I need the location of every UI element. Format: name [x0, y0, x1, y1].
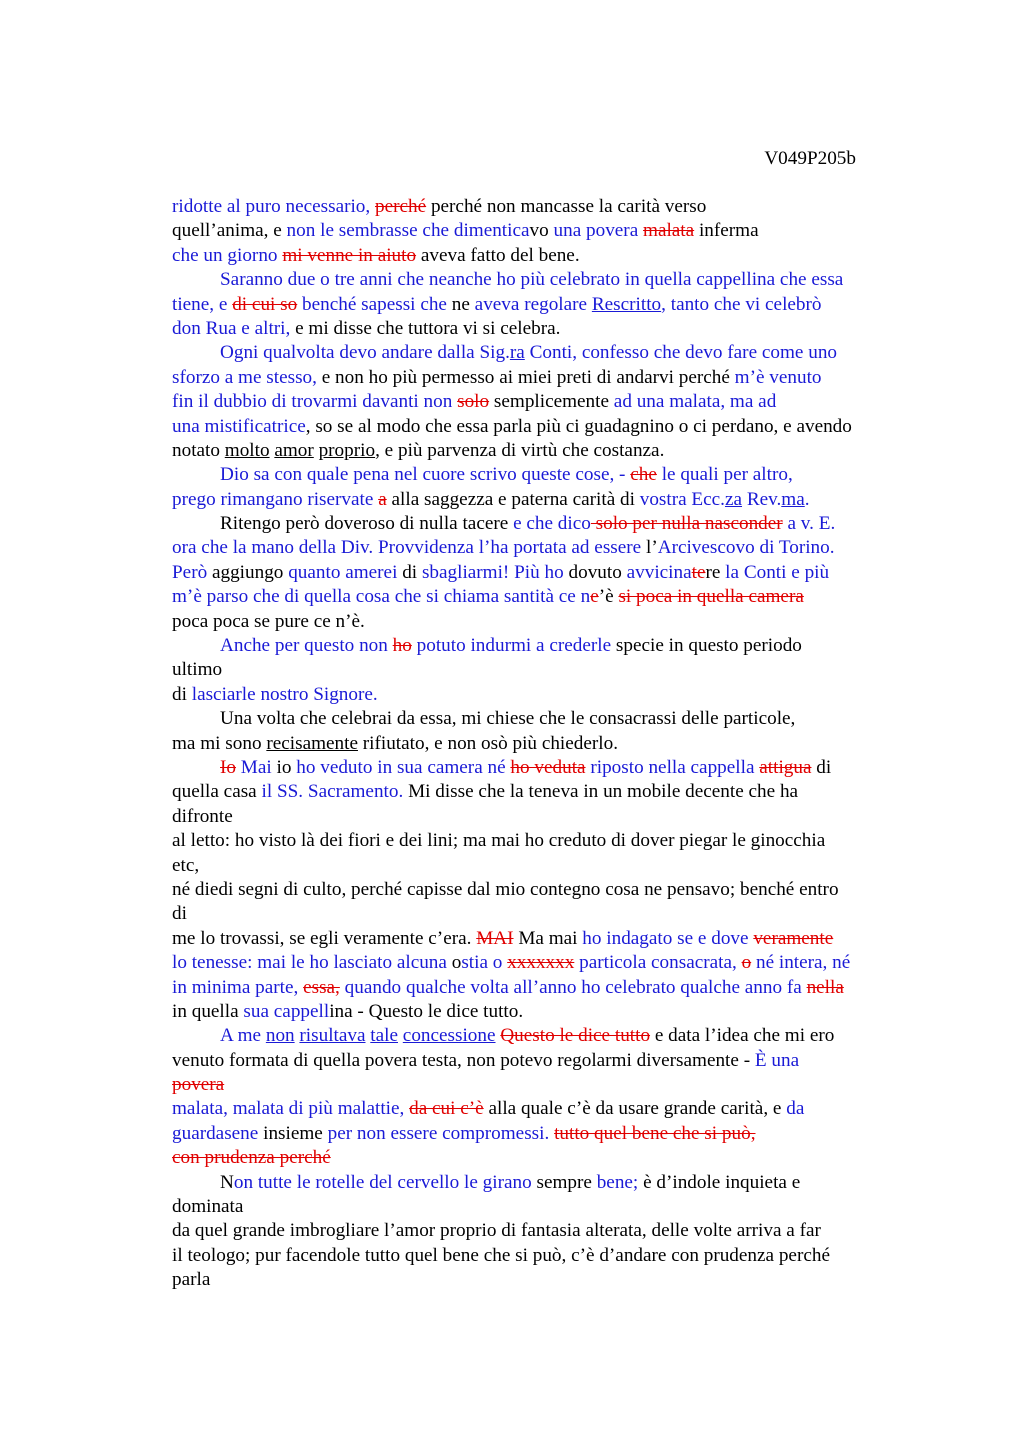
- text-segment: ina - Questo le dice tutto.: [329, 1000, 524, 1022]
- text-segment: specie in questo periodo: [611, 635, 802, 657]
- inserted-text: fin il dubbio di trovarmi davanti non: [172, 391, 458, 413]
- text-segment: in quella: [172, 1000, 244, 1022]
- text-line: [172, 780, 912, 804]
- inserted-text: sforzo a me stesso,: [172, 366, 317, 388]
- text-segment: dominata: [172, 1196, 244, 1218]
- text-line: [172, 195, 912, 219]
- inserted-text: ora che la mano della Div. Provvidenza l’ha portata ad essere: [172, 537, 646, 559]
- text-line: [172, 1049, 912, 1073]
- text-segment: vo: [529, 220, 554, 242]
- text-segment: , e più parvenza di virtù che costanza.: [375, 439, 665, 461]
- inserted-text: da: [786, 1098, 805, 1120]
- inserted-text: tale: [370, 1025, 398, 1047]
- text-segment: io: [276, 756, 297, 778]
- inserted-text: Dio sa con quale pena nel cuore scrivo queste cose, -: [220, 464, 631, 486]
- text-line: [172, 1268, 912, 1292]
- text-segment: aggiungo: [207, 561, 289, 583]
- text-segment: di: [397, 561, 422, 583]
- text-line: [172, 927, 912, 951]
- inserted-text: aveva regolare: [474, 293, 592, 315]
- deleted-text: essa,: [303, 976, 340, 998]
- inserted-text: , tanto che vi celebrò: [661, 293, 822, 315]
- underlined-text: amor: [274, 439, 314, 461]
- inserted-text: il SS. Sacramento.: [261, 781, 404, 803]
- inserted-text: concessione: [402, 1025, 496, 1047]
- deleted-text: perché: [375, 196, 427, 217]
- text-segment: parla: [172, 1269, 211, 1291]
- text-segment: aveva fatto del bene.: [416, 244, 580, 266]
- deleted-text: e: [590, 586, 599, 608]
- inserted-text: le quali per altro,: [656, 464, 793, 486]
- inserted-text: ho indagato se e dove: [582, 927, 754, 949]
- text-line: [172, 1171, 912, 1195]
- deleted-text: MAI: [476, 927, 514, 949]
- text-segment: me lo trovassi, se egli veramente c’era.: [172, 927, 477, 949]
- underlined-text: recisamente: [266, 732, 358, 754]
- text-line: [172, 683, 912, 707]
- inserted-text: bene;: [596, 1171, 639, 1193]
- inserted-text: la Conti e più: [725, 561, 830, 583]
- deleted-text: Io: [220, 756, 236, 778]
- text-segment: al letto: ho visto là dei fiori e dei lini; ma mai ho creduto di dover piegar le ginocchia: [172, 830, 826, 852]
- text-line: [172, 1024, 912, 1048]
- deleted-text: te: [691, 561, 706, 583]
- text-segment: Ma mai: [513, 927, 583, 949]
- text-line: [172, 1122, 912, 1146]
- inserted-text: non: [265, 1025, 295, 1047]
- inserted-text: Arcivescovo di Torino.: [657, 537, 835, 559]
- text-line: [172, 634, 912, 658]
- text-segment: e mi disse che tuttora vi si celebra.: [290, 317, 561, 339]
- inserted-text: Anche per questo non: [220, 635, 393, 657]
- text-line: [172, 829, 912, 853]
- inserted-text: non le sembrasse che dimentica: [286, 220, 530, 242]
- text-line: [172, 1195, 912, 1219]
- text-line: [172, 1000, 912, 1024]
- text-line: [172, 268, 912, 292]
- inserted-text: che un giorno: [172, 244, 283, 266]
- inserted-text: in minima parte,: [172, 976, 304, 998]
- inserted-text: una povera: [553, 220, 644, 242]
- deleted-text: o: [741, 952, 752, 974]
- text-segment: da quel grande imbrogliare l’amor proprio di fantasia alterata, delle volte arriva a far: [172, 1220, 821, 1242]
- inserted-text: una mistificatrice: [172, 415, 306, 437]
- text-segment: N: [220, 1171, 234, 1193]
- text-segment: ’è: [598, 586, 619, 608]
- deleted-text: di cui so: [232, 293, 298, 315]
- text-segment: difronte: [172, 805, 233, 827]
- text-segment: Ritengo però doveroso di nulla tacere: [220, 513, 514, 535]
- text-segment: poca poca se pure ce n’è.: [172, 610, 365, 632]
- text-segment: ne: [446, 293, 475, 315]
- deleted-text: tutto quel bene che si può,: [554, 1122, 756, 1144]
- text-segment: perché non mancasse la carità verso: [426, 196, 707, 217]
- inserted-text: Mai: [235, 756, 277, 778]
- text-line: [172, 512, 912, 536]
- inserted-text: Ogni qualvolta devo andare dalla Sig.: [220, 342, 510, 364]
- text-segment: è d’indole inquieta e: [638, 1171, 801, 1193]
- deleted-text: nella: [806, 976, 844, 998]
- text-line: [172, 805, 912, 829]
- text-segment: Una volta che celebrai da essa, mi chiese che le consacrassi delle particole,: [220, 708, 796, 730]
- text-segment: notato: [172, 439, 225, 461]
- inserted-text: ho veduto in sua camera né: [296, 756, 511, 778]
- underlined-text: proprio: [318, 439, 376, 461]
- inserted-text: m’è venuto: [734, 366, 822, 388]
- text-segment: alla quale c’è da usare grande carità, e: [483, 1098, 787, 1120]
- document-body: [172, 195, 912, 1293]
- text-segment: e data l’idea che mi ero: [650, 1025, 835, 1047]
- text-line: [172, 366, 912, 390]
- text-segment: , so se al modo che essa parla più ci guadagnino o ci perdano, e avendo: [305, 415, 852, 437]
- text-line: [172, 415, 912, 439]
- deleted-text: veramente: [753, 927, 834, 949]
- inserted-text: particola consacrata,: [574, 952, 742, 974]
- text-line: [172, 878, 912, 902]
- deleted-text: ho: [392, 635, 412, 657]
- text-segment: ma mi sono: [172, 732, 267, 754]
- deleted-text: a: [378, 488, 387, 510]
- deleted-text: con prudenza perché: [172, 1147, 331, 1169]
- deleted-text: che: [630, 464, 657, 486]
- text-line: [172, 585, 912, 609]
- text-line: [172, 1244, 912, 1268]
- text-segment: e non ho più permesso ai miei preti di andarvi perché: [316, 366, 735, 388]
- inserted-text: Però: [172, 561, 208, 583]
- text-line: [172, 244, 912, 268]
- text-segment: né diedi segni di culto, perché capisse dal mio contegno cosa ne pensavo; benché entro: [172, 878, 839, 900]
- inserted-text: Conti, confesso che devo fare come uno: [524, 342, 838, 364]
- inserted-text: ma: [781, 488, 805, 510]
- text-line: [172, 976, 912, 1000]
- inserted-text: È una: [754, 1049, 800, 1071]
- inserted-text: Rev.: [742, 488, 782, 510]
- text-line: [172, 463, 912, 487]
- underlined-text: molto: [224, 439, 270, 461]
- text-segment: ultimo: [172, 659, 223, 681]
- text-line: [172, 341, 912, 365]
- inserted-text: risultava: [299, 1025, 366, 1047]
- page-identifier: V049P205b: [764, 148, 856, 169]
- inserted-text: per non essere compromessi.: [327, 1122, 550, 1144]
- text-segment: etc,: [172, 854, 200, 876]
- text-line: [172, 488, 912, 512]
- inserted-text: on tutte le rotelle del cervello le girano: [233, 1171, 532, 1193]
- inserted-text: Saranno due o tre anni che neanche ho più celebrato in quella cappellina che essa: [220, 269, 844, 291]
- inserted-text: vostra Ecc.: [639, 488, 725, 510]
- text-line: [172, 390, 912, 414]
- inserted-text: ridotte al puro necessario,: [172, 196, 375, 217]
- text-line: [172, 707, 912, 731]
- text-line: [172, 902, 912, 926]
- text-segment: rifiutato, e non osò più chiederlo.: [357, 732, 619, 754]
- inserted-text: m’è parso che di quella cosa che si chiama santità ce n: [172, 586, 591, 608]
- deleted-text: xxxxxxx: [507, 952, 575, 974]
- text-line: [172, 1073, 912, 1097]
- text-segment: semplicemente: [489, 391, 614, 413]
- deleted-text: povera: [172, 1074, 225, 1096]
- text-segment: di: [172, 903, 187, 925]
- inserted-text: stia o: [461, 952, 508, 974]
- inserted-text: Rescritto: [591, 293, 662, 315]
- text-segment: l’: [645, 537, 658, 559]
- text-line: [172, 732, 912, 756]
- text-line: [172, 951, 912, 975]
- inserted-text: malata, malata di più malattie,: [172, 1098, 410, 1120]
- text-line: [172, 293, 912, 317]
- text-line: [172, 317, 912, 341]
- text-line: [172, 439, 912, 463]
- text-line: [172, 1146, 912, 1170]
- inserted-text: prego rimangano riservate: [172, 488, 379, 510]
- text-line: [172, 756, 912, 780]
- text-line: [172, 854, 912, 878]
- text-segment: insieme: [258, 1122, 328, 1144]
- inserted-text: za: [724, 488, 743, 510]
- inserted-text: e che dico: [513, 513, 591, 535]
- text-line: [172, 1219, 912, 1243]
- deleted-text: mi venne in aiuto: [282, 244, 417, 266]
- inserted-text: don Rua e altri,: [172, 317, 291, 339]
- inserted-text: potuto indurmi a crederle: [411, 635, 612, 657]
- inserted-text: né intera, né: [751, 952, 851, 974]
- deleted-text: solo: [457, 391, 490, 413]
- text-segment: alla saggezza e paterna carità di: [386, 488, 640, 510]
- deleted-text: si poca in quella camera: [618, 586, 804, 608]
- text-segment: sempre: [531, 1171, 597, 1193]
- deleted-text: attigua: [759, 756, 812, 778]
- inserted-text: .: [804, 488, 810, 510]
- inserted-text: avvicina: [626, 561, 692, 583]
- inserted-text: A me: [220, 1025, 266, 1047]
- text-segment: dovuto: [563, 561, 627, 583]
- deleted-text: da cui c’è: [409, 1098, 484, 1120]
- inserted-text: a v. E.: [782, 513, 836, 535]
- text-segment: quell’anima, e: [172, 220, 287, 242]
- text-segment: il teologo; pur facendole tutto quel bene che si può, c’è d’andare con prudenza perché: [172, 1244, 830, 1266]
- inserted-text: quando qualche volta all’anno ho celebrato qualche anno fa: [339, 976, 807, 998]
- inserted-text: riposto nella cappella: [585, 756, 760, 778]
- inserted-text: sua cappell: [243, 1000, 330, 1022]
- inserted-text: lasciarle nostro Signore.: [191, 683, 378, 705]
- inserted-text: ad una malata, ma ad: [613, 391, 777, 413]
- inserted-text: tiene, e: [172, 293, 233, 315]
- text-segment: di: [172, 683, 192, 705]
- text-segment: o: [451, 952, 462, 974]
- text-segment: venuto formata di quella povera testa, non potevo regolarmi diversamente -: [172, 1049, 755, 1071]
- text-line: [172, 536, 912, 560]
- deleted-text: solo per nulla nasconder: [590, 513, 783, 535]
- deleted-text: Questo le dice tutto: [500, 1025, 651, 1047]
- text-line: [172, 219, 912, 243]
- text-line: [172, 1097, 912, 1121]
- inserted-text: ra: [509, 342, 525, 364]
- text-segment: Mi disse che la teneva in un mobile decente che ha: [403, 781, 799, 803]
- text-line: [172, 610, 912, 634]
- text-segment: inferma: [694, 220, 759, 242]
- deleted-text: malata: [643, 220, 695, 242]
- inserted-text: guardasene: [172, 1122, 259, 1144]
- text-segment: re: [705, 561, 726, 583]
- text-line: [172, 561, 912, 585]
- inserted-text: lo tenesse: mai le ho lasciato alcuna: [172, 952, 452, 974]
- text-segment: quella casa: [172, 781, 262, 803]
- inserted-text: benché sapessi che: [297, 293, 447, 315]
- inserted-text: quanto amerei: [288, 561, 398, 583]
- inserted-text: sbagliarmi! Più ho: [421, 561, 564, 583]
- text-segment: di: [811, 756, 832, 778]
- deleted-text: ho veduta: [510, 756, 586, 778]
- text-line: [172, 658, 912, 682]
